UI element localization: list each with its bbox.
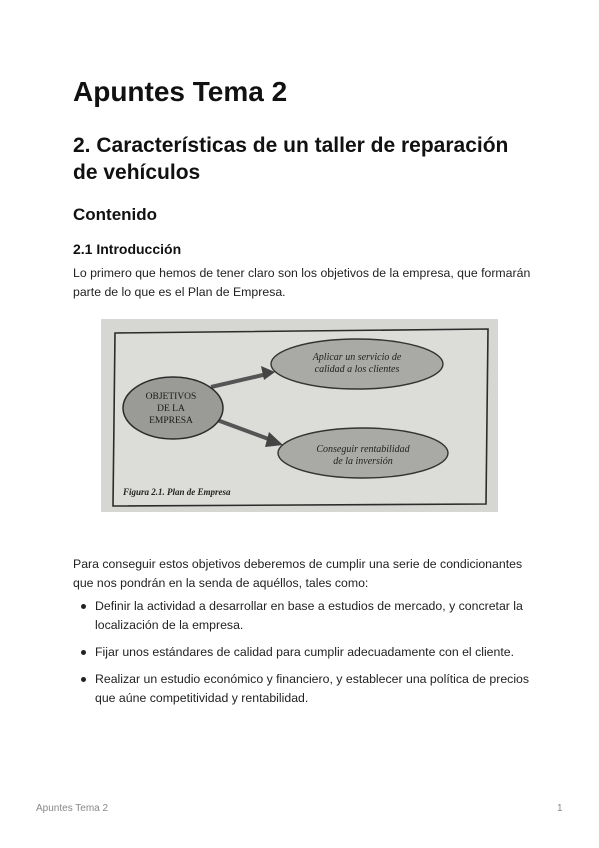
top-label-1: Aplicar un servicio de — [312, 352, 402, 363]
intro-paragraph: Lo primero que hemos de tener claro son los objetivos de la empresa, que formarán parte de lo que es el Plan de Empresa. — [73, 266, 531, 299]
bottom-label-2: de la inversión — [333, 456, 393, 467]
figure-diagram — [101, 319, 498, 512]
top-label-2: calidad a los clientes — [314, 364, 400, 375]
page-number: 1 — [557, 803, 563, 814]
figure-caption: Figura 2.1. Plan de Empresa — [123, 487, 231, 497]
center-label-2: DE LA — [157, 404, 185, 414]
list-item: Definir la actividad a desarrollar en base a estudios de mercado, y concretar la localización de la empresa. — [73, 597, 533, 635]
center-label-3: EMPRESA — [149, 416, 193, 426]
subsection-title: 2.1 Introducción — [73, 241, 182, 257]
contents-heading: Contenido — [73, 205, 158, 224]
document-title: Apuntes Tema 2 — [73, 76, 288, 107]
conditions-list — [73, 597, 533, 716]
footer-title: Apuntes Tema 2 — [36, 803, 109, 814]
bottom-label-1: Conseguir rentabilidad — [316, 444, 410, 455]
plan-de-empresa-figure — [101, 319, 498, 512]
second-paragraph: Para conseguir estos objetivos deberemos de cumplir una serie de condicionantes que nos pondrán en la senda de aquéllos, tales como: — [73, 557, 523, 590]
list-item: Realizar un estudio económico y financiero, y establecer una política de precios que aúne competitividad y rentabilidad. — [73, 670, 533, 708]
bullet-icon — [81, 677, 86, 682]
list-item: Fijar unos estándares de calidad para cumplir adecuadamente con el cliente. — [73, 643, 533, 662]
center-label-1: OBJETIVOS — [145, 392, 197, 402]
section-title: 2. Características de un taller de reparación de vehículos — [73, 134, 509, 184]
bullet-icon — [81, 604, 86, 609]
bullet-icon — [81, 650, 86, 655]
